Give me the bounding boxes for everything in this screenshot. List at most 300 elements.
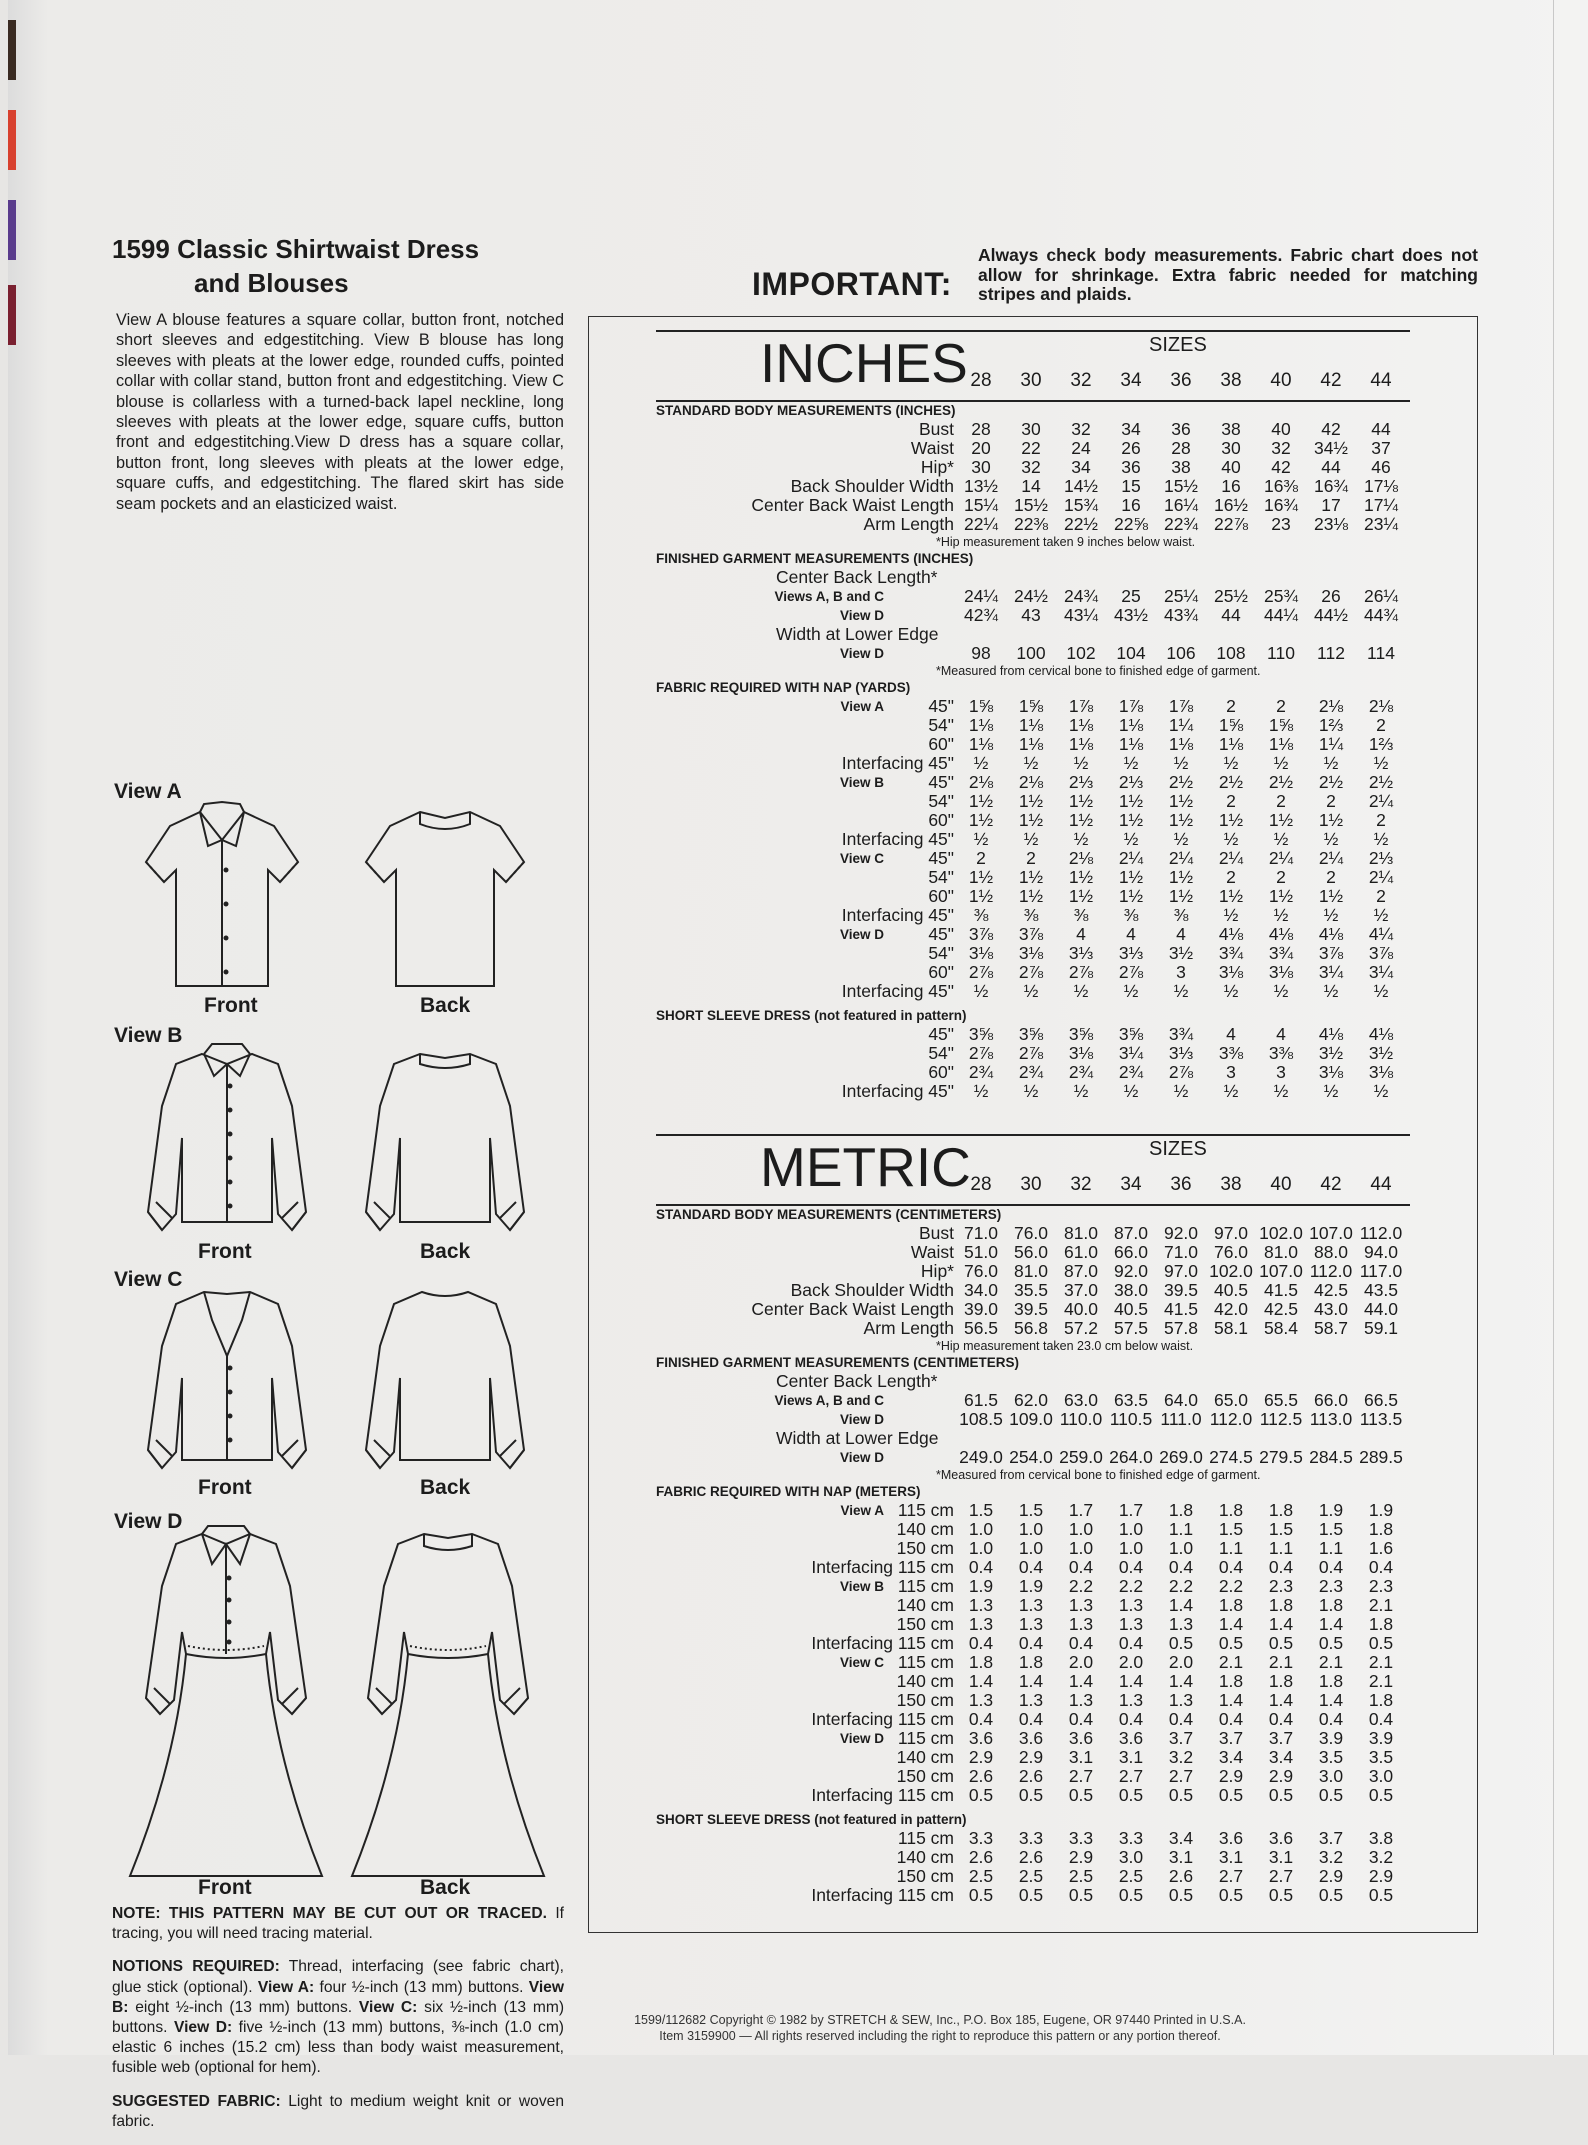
- table-row: [656, 420, 1410, 439]
- table-cell: 3.0: [1318, 1766, 1344, 1786]
- table-cell: 2¼: [1318, 848, 1344, 868]
- table-cell: 25¼: [1163, 586, 1199, 606]
- row-label: 140 cm: [896, 1671, 954, 1691]
- inches-table-body: [656, 402, 1410, 1107]
- table-cell: 3⅜: [1218, 1043, 1244, 1063]
- table-cell: 112.0: [1309, 1261, 1353, 1281]
- table-cell: 1.8: [1018, 1652, 1044, 1672]
- table-cell: 2⅓: [1368, 848, 1394, 868]
- table-cell: 0.5: [1368, 1785, 1394, 1805]
- row-label: Back Shoulder Width: [790, 476, 954, 496]
- table-cell: 87.0: [1063, 1261, 1099, 1281]
- table-cell: 40.5: [1113, 1299, 1149, 1319]
- table-cell: 62.0: [1013, 1390, 1049, 1410]
- table-cell: 2.6: [1168, 1866, 1194, 1886]
- table-cell: 30: [971, 457, 991, 477]
- table-cell: 0.5: [1068, 1885, 1094, 1905]
- table-row: [656, 1729, 1410, 1748]
- table-cell: 44¾: [1363, 605, 1399, 625]
- table-cell: 3.7: [1268, 1728, 1294, 1748]
- table-cell: 17¼: [1363, 495, 1399, 515]
- table-cell: 97.0: [1163, 1261, 1199, 1281]
- table-cell: 1.3: [1118, 1595, 1144, 1615]
- table-cell: 0.5: [1068, 1785, 1094, 1805]
- table-cell: 4: [1076, 924, 1086, 944]
- table-cell: 4⅛: [1368, 1024, 1394, 1044]
- pattern-title: [112, 232, 564, 300]
- table-cell: ½: [1173, 829, 1189, 849]
- table-cell: 1.3: [968, 1690, 994, 1710]
- table-cell: 3⅞: [1018, 924, 1044, 944]
- table-cell: 3⅛: [1368, 1062, 1394, 1082]
- table-cell: 2¾: [1068, 1062, 1094, 1082]
- table-cell: 3⅛: [968, 943, 994, 963]
- table-cell: ½: [973, 829, 989, 849]
- table-cell: 1.3: [968, 1614, 994, 1634]
- table-cell: 1.4: [1018, 1671, 1044, 1691]
- table-cell: 2: [1226, 696, 1236, 716]
- table-cell: 0.4: [1368, 1709, 1394, 1729]
- table-row: [656, 1767, 1410, 1786]
- table-cell: 3.5: [1368, 1747, 1394, 1767]
- table-cell: 2.9: [1018, 1747, 1044, 1767]
- row-label: 150 cm: [896, 1866, 954, 1886]
- table-cell: 17: [1321, 495, 1341, 515]
- table-cell: 0.4: [1118, 1709, 1144, 1729]
- table-cell: 1.8: [1218, 1671, 1244, 1691]
- table-cell: 2.9: [1268, 1766, 1294, 1786]
- table-cell: 0.5: [1318, 1785, 1344, 1805]
- metric-table-header: [656, 1134, 1410, 1206]
- table-cell: ½: [1023, 829, 1039, 849]
- table-cell: 3.9: [1318, 1728, 1344, 1748]
- row-label: 45": [928, 848, 954, 868]
- table-cell: 2⅞: [1168, 1062, 1194, 1082]
- table-cell: 108.5: [959, 1409, 1003, 1429]
- table-cell: 0.4: [1218, 1557, 1244, 1577]
- table-cell: 0.5: [1268, 1633, 1294, 1653]
- table-cell: 37.0: [1063, 1280, 1099, 1300]
- table-cell: 43.5: [1363, 1280, 1399, 1300]
- table-row: [656, 1786, 1410, 1805]
- table-cell: 3¼: [1118, 1043, 1144, 1063]
- table-cell: 92.0: [1163, 1223, 1199, 1243]
- table-cell: 3¼: [1368, 962, 1394, 982]
- table-cell: 2.7: [1268, 1866, 1294, 1886]
- table-cell: 2½: [1218, 772, 1244, 792]
- table-cell: 1.8: [1268, 1671, 1294, 1691]
- size-36: 36: [1170, 370, 1192, 391]
- table-cell: 2¾: [1118, 1062, 1144, 1082]
- table-cell: 107.0: [1259, 1261, 1303, 1281]
- table-cell: 2¼: [1218, 848, 1244, 868]
- table-cell: 1⅔: [1318, 715, 1344, 735]
- table-cell: 16⅜: [1263, 476, 1299, 496]
- table-cell: 2: [1326, 791, 1336, 811]
- table-row: [656, 982, 1410, 1001]
- table-row: [656, 1501, 1410, 1520]
- table-cell: 28: [1171, 438, 1191, 458]
- table-cell: 22⅝: [1113, 514, 1149, 534]
- table-cell: 2⅛: [1068, 848, 1094, 868]
- table-cell: 2.6: [1018, 1766, 1044, 1786]
- table-cell: 61.0: [1063, 1242, 1099, 1262]
- table-row: [656, 606, 1410, 625]
- table-cell: 1.8: [1218, 1500, 1244, 1520]
- table-cell: 87.0: [1113, 1223, 1149, 1243]
- table-cell: 1⅝: [1268, 715, 1294, 735]
- table-cell: 25½: [1213, 586, 1249, 606]
- table-cell: 0.4: [1218, 1709, 1244, 1729]
- table-cell: 1.8: [1318, 1595, 1344, 1615]
- size-42: 42: [1320, 370, 1342, 391]
- table-cell: 2⅞: [968, 962, 994, 982]
- table-cell: 1½: [1018, 886, 1044, 906]
- table-cell: 2½: [1368, 772, 1394, 792]
- table-cell: 2⅞: [1118, 962, 1144, 982]
- table-cell: 3.7: [1168, 1728, 1194, 1748]
- row-view-label: View D: [839, 646, 884, 661]
- table-cell: ⅜: [973, 905, 989, 925]
- table-cell: 249.0: [959, 1447, 1003, 1467]
- row-label: 60": [928, 1062, 954, 1082]
- table-cell: 2.1: [1268, 1652, 1294, 1672]
- table-cell: 0.5: [1268, 1885, 1294, 1905]
- table-cell: 3⅛: [1318, 1062, 1344, 1082]
- size-30: 30: [1020, 1174, 1042, 1195]
- table-cell: 15¾: [1063, 495, 1099, 515]
- table-row: [656, 1224, 1410, 1243]
- table-cell: 3⅛: [1268, 962, 1294, 982]
- notions-required: NOTIONS REQUIRED: Thread, interfacing (see fabric chart), glue stick (optional). View A: four ½-inch (13 mm) buttons. View B: eight ½-inch (13 mm) buttons. View C: six ½-inch (13 mm) buttons. View D: five ½-inch (13 mm) buttons, ⅜-inch (1.0 cm) elastic 6 inches (15.2 cm) less than body waist measurement, fusible web (optional for hem).: [112, 1958, 565, 2077]
- inches-table-header: [656, 330, 1410, 402]
- row-label: 150 cm: [896, 1690, 954, 1710]
- table-row: [656, 1319, 1410, 1338]
- table-cell: 23: [1271, 514, 1291, 534]
- table-cell: 35.5: [1013, 1280, 1049, 1300]
- table-cell: ½: [1123, 1081, 1139, 1101]
- table-cell: 1⅛: [1268, 734, 1294, 754]
- table-cell: 2⅛: [1318, 696, 1344, 716]
- table-row: [656, 458, 1410, 477]
- table-cell: ½: [1273, 905, 1289, 925]
- table-cell: 1½: [1218, 810, 1244, 830]
- view-b-back-illustration: [350, 1042, 540, 1248]
- row-label: Waist: [910, 438, 954, 458]
- table-cell: ½: [1373, 905, 1389, 925]
- row-label: Width at Lower Edge: [776, 1428, 939, 1448]
- table-row: [656, 887, 1410, 906]
- view-illustrations: [112, 780, 564, 1899]
- table-cell: 40.5: [1213, 1280, 1249, 1300]
- table-cell: 1.3: [1018, 1595, 1044, 1615]
- table-cell: 43¾: [1163, 605, 1199, 625]
- table-cell: 2¼: [1118, 848, 1144, 868]
- table-cell: 66.0: [1313, 1390, 1349, 1410]
- table-cell: ½: [1173, 981, 1189, 1001]
- table-cell: ½: [1223, 753, 1239, 773]
- table-cell: 1⅞: [1118, 696, 1144, 716]
- section-title: SHORT SLEEVE DRESS (not featured in pattern): [656, 1008, 967, 1023]
- table-cell: 3½: [1368, 1043, 1394, 1063]
- table-cell: 3⅜: [1268, 1043, 1294, 1063]
- table-cell: 40: [1271, 419, 1291, 439]
- left-column: [112, 232, 565, 2130]
- table-cell: 1.4: [1318, 1614, 1344, 1634]
- view-b-front-illustration: [132, 1042, 322, 1248]
- table-cell: 71.0: [1163, 1242, 1199, 1262]
- view-b-back-caption: Back: [420, 1240, 471, 1263]
- table-row: [656, 849, 1410, 868]
- table-cell: 44: [1371, 419, 1391, 439]
- view-c-label: View C: [114, 1268, 183, 1291]
- table-cell: 1.4: [1168, 1595, 1194, 1615]
- section-title: FINISHED GARMENT MEASUREMENTS (CENTIMETERS): [656, 1355, 1020, 1370]
- table-cell: 2.1: [1368, 1652, 1394, 1672]
- table-row: [656, 1243, 1410, 1262]
- table-cell: 0.4: [1068, 1557, 1094, 1577]
- table-cell: 43.0: [1313, 1299, 1349, 1319]
- table-cell: 0.5: [1168, 1633, 1194, 1653]
- table-cell: 1⅞: [1168, 696, 1194, 716]
- table-cell: 81.0: [1263, 1242, 1299, 1262]
- table-row: [656, 1410, 1410, 1429]
- table-cell: 1½: [1268, 886, 1294, 906]
- table-cell: 2: [1376, 886, 1386, 906]
- table-cell: 1.7: [1118, 1500, 1144, 1520]
- table-cell: 2.5: [1018, 1866, 1044, 1886]
- table-cell: 26: [1321, 586, 1341, 606]
- table-cell: 0.5: [1368, 1633, 1394, 1653]
- table-cell: 2.7: [1168, 1766, 1194, 1786]
- table-cell: 2¼: [1368, 791, 1394, 811]
- view-a-front-caption: Front: [204, 994, 258, 1017]
- table-cell: 46: [1371, 457, 1391, 477]
- table-cell: ½: [1223, 981, 1239, 1001]
- table-cell: 44.0: [1363, 1299, 1399, 1319]
- table-cell: 1½: [1018, 867, 1044, 887]
- table-cell: 3.3: [1018, 1828, 1044, 1848]
- table-row: [656, 1596, 1410, 1615]
- table-cell: 1.0: [1168, 1538, 1194, 1558]
- row-label: 140 cm: [896, 1747, 954, 1767]
- table-cell: 0.5: [968, 1785, 994, 1805]
- row-label: 54": [928, 1043, 954, 1063]
- table-cell: 1½: [1168, 867, 1194, 887]
- table-cell: 3.6: [968, 1728, 994, 1748]
- view-a-label: View A: [114, 780, 182, 803]
- table-cell: 1.3: [1068, 1595, 1094, 1615]
- table-cell: 1½: [1118, 886, 1144, 906]
- table-row: [656, 1063, 1410, 1082]
- size-34: 34: [1120, 370, 1142, 391]
- table-cell: 2.2: [1168, 1576, 1194, 1596]
- table-cell: 1⅛: [1018, 734, 1044, 754]
- table-cell: 0.5: [1318, 1633, 1344, 1653]
- table-cell: 2⅛: [1018, 772, 1044, 792]
- table-cell: ½: [1223, 1081, 1239, 1101]
- table-cell: 14½: [1063, 476, 1099, 496]
- cut-note: NOTE: THIS PATTERN MAY BE CUT OUT OR TRACED. If tracing, you will need tracing material.: [112, 1905, 564, 1943]
- table-row: [656, 1615, 1410, 1634]
- table-cell: 1.8: [1268, 1595, 1294, 1615]
- table-cell: 57.5: [1113, 1318, 1149, 1338]
- table-cell: 63.0: [1063, 1390, 1099, 1410]
- table-cell: 1.0: [1068, 1538, 1094, 1558]
- row-label: Interfacing 45": [841, 981, 954, 1001]
- table-cell: 2: [1326, 867, 1336, 887]
- table-cell: 15½: [1163, 476, 1199, 496]
- table-cell: 110.5: [1109, 1409, 1153, 1429]
- table-cell: 3¾: [1268, 943, 1294, 963]
- table-cell: 16: [1121, 495, 1141, 515]
- table-cell: 2.0: [1118, 1652, 1144, 1672]
- row-label: Hip*: [920, 1261, 954, 1281]
- view-c-back-caption: Back: [420, 1476, 471, 1499]
- table-cell: 43: [1021, 605, 1041, 625]
- table-cell: 1½: [1318, 886, 1344, 906]
- view-d-front-caption: Front: [198, 1876, 252, 1899]
- table-cell: 1⅛: [968, 734, 994, 754]
- table-cell: ½: [1373, 829, 1389, 849]
- table-cell: 0.4: [1168, 1709, 1194, 1729]
- table-cell: 3.4: [1168, 1828, 1194, 1848]
- table-cell: 3.6: [1268, 1828, 1294, 1848]
- table-cell: 24: [1071, 438, 1091, 458]
- size-44: 44: [1370, 370, 1392, 391]
- table-cell: 1⅝: [1018, 696, 1044, 716]
- table-row: [656, 811, 1410, 830]
- table-cell: 4: [1176, 924, 1186, 944]
- table-cell: 81.0: [1063, 1223, 1099, 1243]
- table-cell: 1.3: [1068, 1690, 1094, 1710]
- table-cell: 3⅛: [1218, 962, 1244, 982]
- table-cell: 1½: [1068, 867, 1094, 887]
- row-label: 115 cm: [897, 1828, 954, 1848]
- table-cell: 3⅞: [1318, 943, 1344, 963]
- table-cell: 3.9: [1368, 1728, 1394, 1748]
- table-cell: 0.4: [1168, 1557, 1194, 1577]
- table-cell: 3⅞: [968, 924, 994, 944]
- table-cell: 3.6: [1068, 1728, 1094, 1748]
- table-cell: 2.2: [1218, 1576, 1244, 1596]
- table-cell: 1⅝: [968, 696, 994, 716]
- size-36: 36: [1170, 1174, 1192, 1195]
- table-cell: 1.3: [1168, 1690, 1194, 1710]
- table-cell: 102: [1066, 643, 1096, 663]
- table-cell: 1.8: [1318, 1671, 1344, 1691]
- table-cell: 2.7: [1068, 1766, 1094, 1786]
- size-38: 38: [1220, 1174, 1242, 1195]
- table-cell: 30: [1021, 419, 1041, 439]
- table-cell: 0.4: [968, 1557, 994, 1577]
- size-32: 32: [1070, 370, 1092, 391]
- table-cell: 1½: [968, 810, 994, 830]
- table-cell: 44: [1221, 605, 1241, 625]
- table-cell: 3⅓: [1068, 943, 1094, 963]
- table-cell: 0.5: [1168, 1785, 1194, 1805]
- table-row: [656, 1577, 1410, 1596]
- table-row: [656, 1448, 1410, 1467]
- table-cell: 1½: [1118, 791, 1144, 811]
- table-cell: 3.4: [1218, 1747, 1244, 1767]
- table-cell: 1.1: [1218, 1538, 1244, 1558]
- table-cell: 1½: [1318, 810, 1344, 830]
- table-cell: 1.5: [1318, 1519, 1344, 1539]
- table-cell: 4: [1276, 1024, 1286, 1044]
- table-cell: 1½: [1168, 886, 1194, 906]
- table-cell: 1.4: [1268, 1690, 1294, 1710]
- table-cell: ½: [973, 753, 989, 773]
- table-row: [656, 963, 1410, 982]
- table-cell: 22: [1021, 438, 1041, 458]
- table-cell: 1.9: [1318, 1500, 1344, 1520]
- table-row: [656, 697, 1410, 716]
- table-cell: 2.1: [1368, 1595, 1394, 1615]
- table-cell: 2: [1376, 810, 1386, 830]
- title-line-1: 1599 Classic Shirtwaist Dress: [112, 234, 480, 264]
- table-cell: 2.1: [1318, 1652, 1344, 1672]
- table-cell: 1.5: [1218, 1519, 1244, 1539]
- table-cell: 1½: [1118, 867, 1144, 887]
- table-cell: 94.0: [1363, 1242, 1399, 1262]
- table-cell: 4: [1226, 1024, 1236, 1044]
- table-cell: 1.3: [1118, 1690, 1144, 1710]
- table-cell: ⅜: [1123, 905, 1139, 925]
- table-cell: 38: [1221, 419, 1241, 439]
- table-cell: ⅜: [1023, 905, 1039, 925]
- table-cell: 2½: [1268, 772, 1294, 792]
- copyright-line-1: 1599/112682 Copyright © 1982 by STRETCH & SEW, Inc., P.O. Box 185, Eugene, OR 97440 Printed in U.S.A.: [634, 2013, 1246, 2027]
- table-cell: 0.4: [968, 1633, 994, 1653]
- table-cell: 4⅛: [1218, 924, 1244, 944]
- footnote: *Measured from cervical bone to finished edge of garment.: [936, 1468, 1261, 1482]
- table-cell: 1.3: [1068, 1614, 1094, 1634]
- table-cell: 264.0: [1109, 1447, 1153, 1467]
- table-cell: 3.1: [1218, 1847, 1244, 1867]
- table-cell: 58.1: [1213, 1318, 1249, 1338]
- row-label: Center Back Waist Length: [751, 1299, 954, 1319]
- table-cell: 81.0: [1013, 1261, 1049, 1281]
- table-cell: 14: [1021, 476, 1041, 496]
- table-row: [656, 1558, 1410, 1577]
- table-cell: 2: [1276, 867, 1286, 887]
- table-cell: ⅜: [1173, 905, 1189, 925]
- table-cell: 3.1: [1168, 1847, 1194, 1867]
- table-cell: 2¼: [1268, 848, 1294, 868]
- table-cell: 2.5: [1068, 1866, 1094, 1886]
- table-cell: 4: [1126, 924, 1136, 944]
- section-gap: [656, 1101, 1410, 1107]
- table-cell: ½: [1123, 829, 1139, 849]
- table-cell: 3⅝: [968, 1024, 994, 1044]
- row-label: Hip*: [920, 457, 954, 477]
- row-label: 54": [928, 791, 954, 811]
- inches-table: [656, 330, 1410, 1107]
- table-cell: 3.6: [1218, 1828, 1244, 1848]
- row-label: 115 cm: [897, 1576, 954, 1596]
- table-cell: 24¾: [1063, 586, 1099, 606]
- sizes-label: SIZES: [1149, 334, 1207, 356]
- table-cell: 3.5: [1318, 1747, 1344, 1767]
- table-cell: 1.0: [968, 1538, 994, 1558]
- table-cell: ½: [1023, 753, 1039, 773]
- table-cell: ½: [1023, 981, 1039, 1001]
- swatch-maroon: [8, 285, 16, 345]
- table-cell: 1.8: [1218, 1595, 1244, 1615]
- table-cell: 3¾: [1168, 1024, 1194, 1044]
- table-cell: 44¼: [1263, 605, 1299, 625]
